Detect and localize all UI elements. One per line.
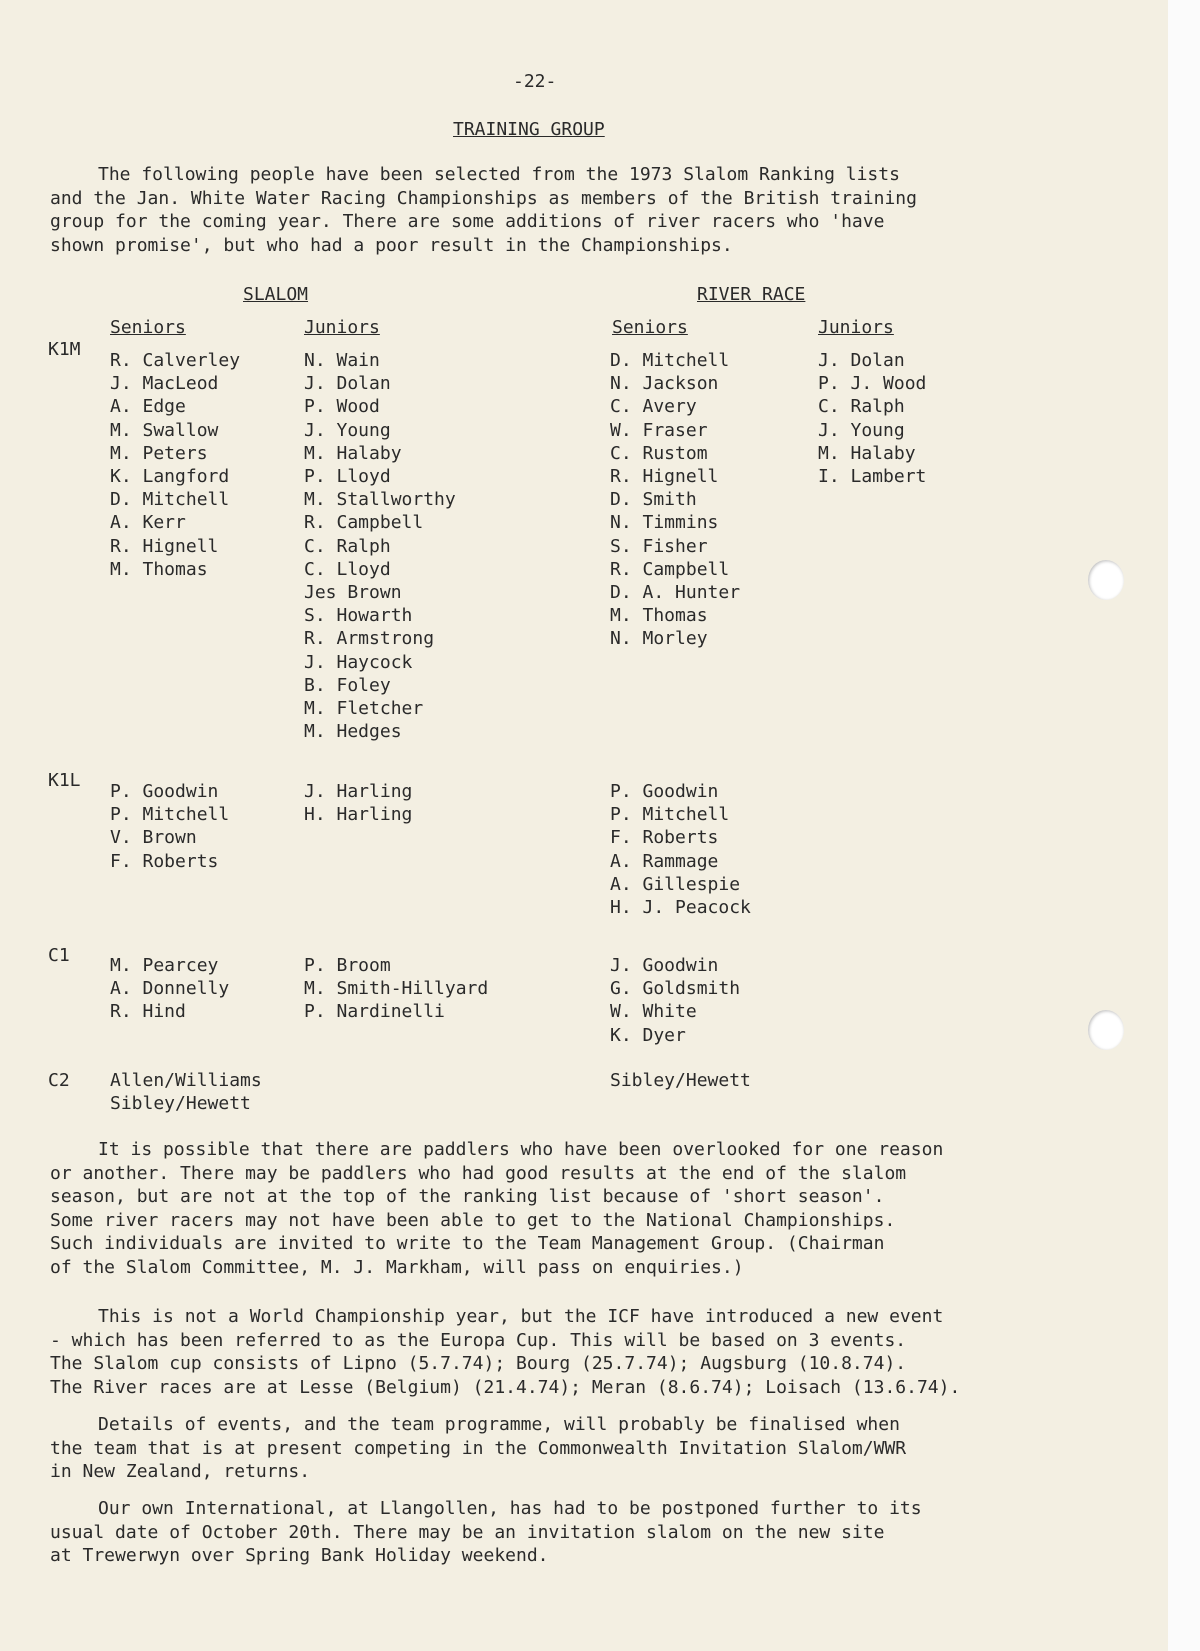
name-entry: P. Goodwin [610, 781, 719, 802]
name-entry: M. Peters [110, 442, 208, 464]
name-entry: N. Timmins [610, 512, 719, 534]
name-entry: D. Mitchell [110, 489, 230, 511]
name-entry: C. Rustom [610, 442, 708, 464]
slalom-seniors-header: Seniors [110, 317, 186, 338]
name-entry: A. Kerr [110, 512, 186, 534]
c2-slalom-seniors [110, 1069, 262, 1115]
name-entry: J. Dolan [818, 350, 905, 371]
name-entry: M. Thomas [110, 558, 208, 580]
name-entry: J. Harling [304, 781, 413, 802]
name-entry: R. Campbell [304, 512, 424, 534]
name-entry: C. Avery [610, 396, 697, 418]
name-entry: C. Ralph [304, 535, 391, 557]
name-entry: Sibley/Hewett [610, 1070, 751, 1091]
k1l-river-seniors [610, 780, 751, 919]
c1-slalom-juniors [304, 954, 488, 1024]
slalom-juniors-header: Juniors [304, 317, 380, 338]
k1m-slalom-seniors [110, 349, 240, 581]
name-entry: Allen/Williams [110, 1070, 262, 1091]
name-entry: P. Lloyd [304, 466, 391, 488]
c1-river-seniors [610, 954, 740, 1047]
name-entry: P. Broom [304, 955, 391, 976]
name-entry: N. Wain [304, 350, 380, 371]
name-entry: K. Langford [110, 466, 230, 488]
name-entry: F. Roberts [610, 827, 719, 849]
name-entry: R. Campbell [610, 558, 730, 580]
name-entry: W. Fraser [610, 419, 708, 441]
name-entry: A. Gillespie [610, 873, 741, 895]
name-entry: M. Hedges [304, 721, 402, 743]
name-entry: R. Armstrong [304, 628, 435, 650]
name-entry: P. Nardinelli [304, 1001, 445, 1023]
name-entry: P. Wood [304, 396, 380, 418]
name-entry: K. Dyer [610, 1024, 686, 1046]
name-entry: N. Morley [610, 628, 708, 650]
name-entry: J. Dolan [304, 373, 391, 395]
name-entry: A. Donnelly [110, 978, 230, 1000]
paragraph-details: Details of events, and the team programme, will probably be finalised when the team that is at present competing in the Commonwealth Invitation Slalom/WWR in New Zealand, returns. [50, 1414, 907, 1482]
name-entry: R. Calverley [110, 350, 241, 371]
name-entry: I. Lambert [818, 466, 927, 488]
class-label-c1: C1 [48, 945, 70, 966]
name-entry: P. Mitchell [110, 804, 230, 826]
name-entry: G. Goldsmith [610, 978, 741, 1000]
name-entry: M. Stallworthy [304, 489, 456, 511]
name-entry: R. Hignell [110, 535, 219, 557]
class-label-c2: C2 [48, 1070, 70, 1091]
name-entry: D. Smith [610, 489, 697, 511]
name-entry: M. Smith-Hillyard [304, 978, 489, 1000]
name-entry: P. J. Wood [818, 373, 927, 395]
k1l-slalom-seniors [110, 780, 229, 873]
name-entry: A. Edge [110, 396, 186, 418]
name-entry: J. Young [304, 419, 391, 441]
name-entry: D. Mitchell [610, 350, 730, 371]
name-entry: J. Young [818, 419, 905, 441]
k1m-slalom-juniors [304, 349, 456, 743]
paragraph-europa-cup: This is not a World Championship year, but the ICF have introduced a new event - which has been referred to as the Europa Cup. This will be based on 3 events. The Slalom cup consists of Lipno (5.7.74); Bourg (25.7.74); Augsburg (10.8.74). The River races are at Lesse (Belgium) (21.4.74); Meran (8.6.74); Loisach (13.6.74). [50, 1306, 961, 1398]
paragraph-international: Our own International, at Llangollen, has had to be postponed further to its usual date of October 20th. There may be an invitation slalom on the new site at Trewerwyn over Spring Bank Holiday weekend. [50, 1498, 922, 1566]
name-entry: S. Howarth [304, 605, 413, 627]
name-entry: M. Pearcey [110, 955, 219, 976]
c2-river-seniors [610, 1069, 751, 1092]
slalom-header: SLALOM [243, 284, 309, 305]
name-entry: H. Harling [304, 804, 413, 826]
name-entry: V. Brown [110, 827, 197, 849]
intro-paragraph: The following people have been selected from the 1973 Slalom Ranking lists and the Jan. White Water Racing Championships as members of the British training group for the coming year. There are some additions of river racers who 'have shown promise', but who had a poor result in the Championships. [50, 164, 917, 256]
name-entry: D. A. Hunter [610, 582, 741, 604]
name-entry: P. Mitchell [610, 804, 730, 826]
paper-edge [1168, 0, 1200, 1651]
name-entry: C. Lloyd [304, 558, 391, 580]
paragraph-overlooked: It is possible that there are paddlers who have been overlooked for one reason or another. There may be paddlers who had good results at the end of the slalom season, but are not at the top of the ranking list because of 'short season'. Some river racers may not have been able to get to the National Championships. Such individuals are invited to write to the Team Management Group. (Chairman of the Slalom Committee, M. J. Markham, will pass on enquiries.) [50, 1139, 944, 1278]
river-juniors-header: Juniors [818, 317, 894, 338]
name-entry: J. Goodwin [610, 955, 719, 976]
name-entry: P. Goodwin [110, 781, 219, 802]
name-entry: F. Roberts [110, 850, 219, 872]
name-entry: C. Ralph [818, 396, 905, 418]
river-seniors-header: Seniors [612, 317, 688, 338]
page-title: TRAINING GROUP [453, 119, 605, 140]
name-entry: B. Foley [304, 674, 391, 696]
k1m-river-juniors [818, 349, 926, 488]
k1m-river-seniors [610, 349, 740, 651]
name-entry: Jes Brown [304, 582, 402, 604]
name-entry: Sibley/Hewett [110, 1093, 251, 1115]
name-entry: J. MacLeod [110, 373, 219, 395]
name-entry: M. Swallow [110, 419, 219, 441]
punch-hole-bottom [1088, 1010, 1124, 1050]
name-entry: A. Rammage [610, 850, 719, 872]
page-number: -22- [513, 71, 557, 92]
name-entry: H. J. Peacock [610, 897, 751, 919]
name-entry: W. White [610, 1001, 697, 1023]
name-entry: M. Halaby [818, 442, 916, 464]
river-race-header: RIVER RACE [697, 284, 806, 305]
name-entry: S. Fisher [610, 535, 708, 557]
name-entry: J. Haycock [304, 651, 413, 673]
c1-slalom-seniors [110, 954, 229, 1024]
name-entry: M. Thomas [610, 605, 708, 627]
class-label-k1l: K1L [48, 770, 81, 791]
name-entry: R. Hignell [610, 466, 719, 488]
class-label-k1m: K1M [48, 339, 81, 360]
punch-hole-top [1088, 560, 1124, 600]
name-entry: N. Jackson [610, 373, 719, 395]
name-entry: M. Halaby [304, 442, 402, 464]
k1l-slalom-juniors [304, 780, 412, 826]
name-entry: M. Fletcher [304, 698, 424, 720]
name-entry: R. Hind [110, 1001, 186, 1023]
